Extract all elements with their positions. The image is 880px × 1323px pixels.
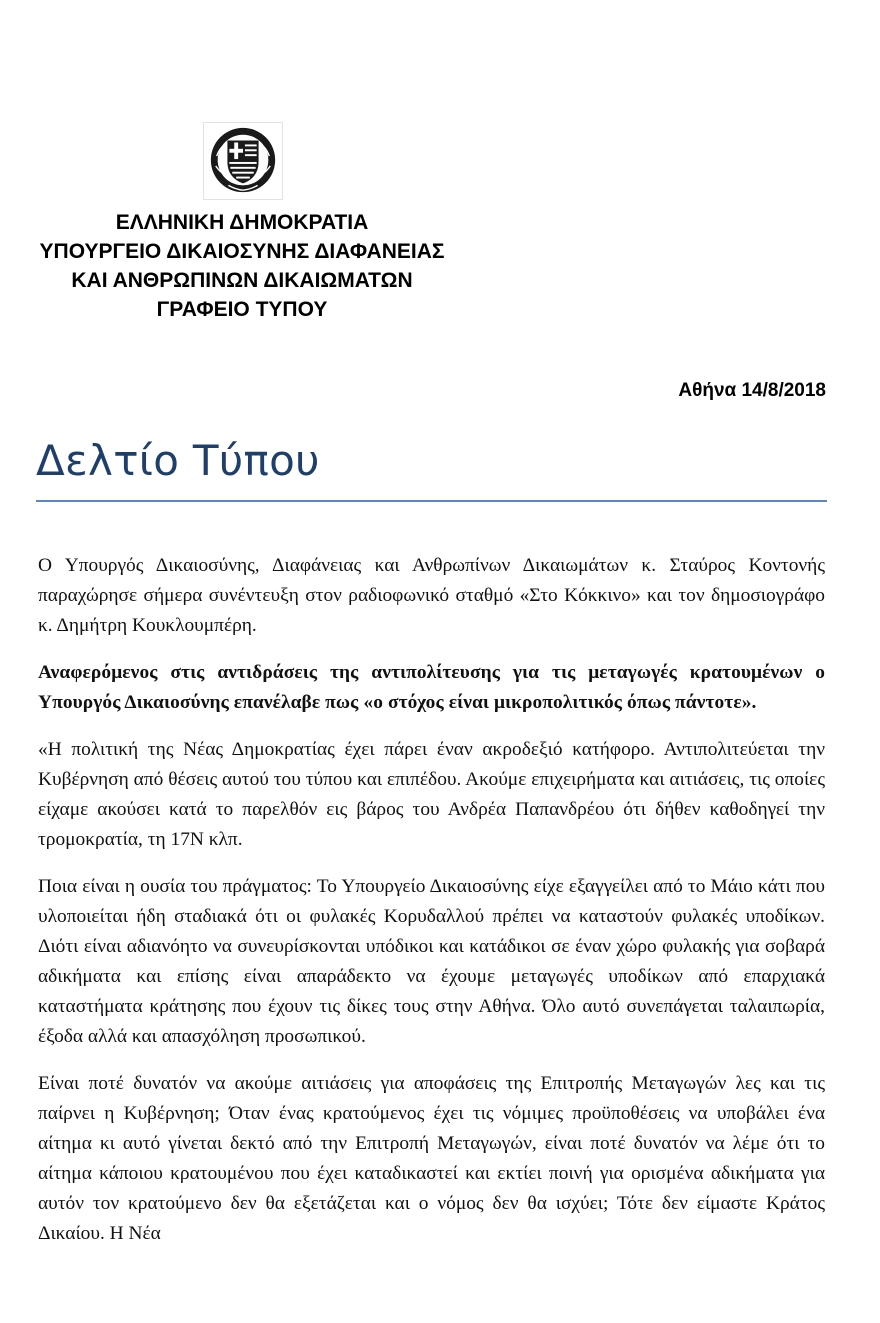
title-underline-divider bbox=[36, 500, 827, 502]
paragraph-korydallos: Ποια είναι η ουσία του πράγματος: Το Υπουργείο Δικαιοσύνης είχε εξαγγείλει από το Μάιο κάτι που υλοποιείται ήδη σταδιακά ότι οι φυλακές Κορυδαλλού πρέπει να καταστούν φυλακές υποδίκων. Διότι είναι αδιανόητο να συνευρίσκονται υπόδικοι και κατάδικοι σε έναν χώρο φυλακής για σοβαρά αδικήματα και επίσης είναι απαράδεκτο να έχουμε μεταγωγές υποδίκων από επαρχιακά καταστήματα κράτησης που έχουν τις δίκες τους στην Αθήνα. Όλο αυτό συνεπάγεται ταλαιπωρία, έξοδα αλλά και απασχόληση προσωπικού. bbox=[38, 876, 825, 1047]
header-line-republic: ΕΛΛΗΝΙΚΗ ΔΗΜΟΚΡΑΤΙΑ bbox=[115, 211, 369, 234]
paragraph-interview-intro: Ο Υπουργός Δικαιοσύνης, Διαφάνειας και Ανθρωπίνων Δικαιωμάτων κ. Σταύρος Κοντονής παραχώρησε σήμερα συνέντευξη στον ραδιοφωνικό σταθμό «Στο Κόκκινο» και τον δημοσιογράφο κ. Δημήτρη Κουκλουμπέρη. bbox=[38, 555, 825, 636]
paragraph-bold-summary: Αναφερόμενος στις αντιδράσεις της αντιπολίτευσης για τις μεταγωγές κρατουμένων ο Υπουργός Δικαιοσύνης επανέλαβε πως «ο στόχος είναι μικροπολιτικός όπως πάντοτε». bbox=[38, 662, 825, 713]
document-date: Αθήνα 14/8/2018 bbox=[678, 380, 826, 401]
paragraph-transfers-committee: Είναι ποτέ δυνατόν να ακούμε αιτιάσεις για αποφάσεις της Επιτροπής Μεταγωγών λες και τις παίρνει η Κυβέρνηση; Όταν ένας κρατούμενος έχει τις νόμιμες προϋποθέσεις να υποβάλει ένα αίτημα κι αυτό γίνεται δεκτό από την Επιτροπή Μεταγωγών, είναι ποτέ δυνατόν να λέμε ότι το αίτημα κάποιου κρατουμένου που έχει καταδικαστεί και εκτίει ποινή για ορισμένα αδικήματα για αυτόν τον κρατούμενο δεν θα εξετάζεται και ο νόμος δεν θα ισχύει; Τότε δεν είμαστε Κράτος Δικαίου. Η Νέα bbox=[38, 1073, 825, 1244]
header-line-press-office: ΓΡΑΦΕΙΟ ΤΥΠΟΥ bbox=[156, 298, 328, 321]
header-line-ministry: ΥΠΟΥΡΓΕΙΟ ΔΙΚΑΙΟΣΥΝΗΣ ΔΙΑΦΑΝΕΙΑΣ bbox=[39, 240, 445, 263]
paragraph-quote-opposition: «Η πολιτική της Νέας Δημοκρατίας έχει πάρει έναν ακροδεξιό κατήφορο. Αντιπολιτεύεται την Κυβέρνηση από θέσεις αυτού του τύπου και επιπέδου. Ακούμε επιχειρήματα και αιτιάσεις, τις οποίες είχαμε ακούσει κατά το παρελθόν εις βάρος του Ανδρέα Παπανδρέου ότι δήθεν καθοδηγεί την τρομοκρατία, τη 17Ν κλπ. bbox=[38, 739, 825, 850]
press-release-body bbox=[38, 551, 825, 1266]
header-line-rights: ΚΑΙ ΑΝΘΡΩΠΙΝΩΝ ΔΙΚΑΙΩΜΑΤΩΝ bbox=[71, 269, 413, 292]
ministry-header bbox=[18, 208, 466, 324]
greek-coat-of-arms-icon bbox=[203, 122, 283, 200]
page-title: Δελτίο Τύπου bbox=[36, 436, 320, 485]
